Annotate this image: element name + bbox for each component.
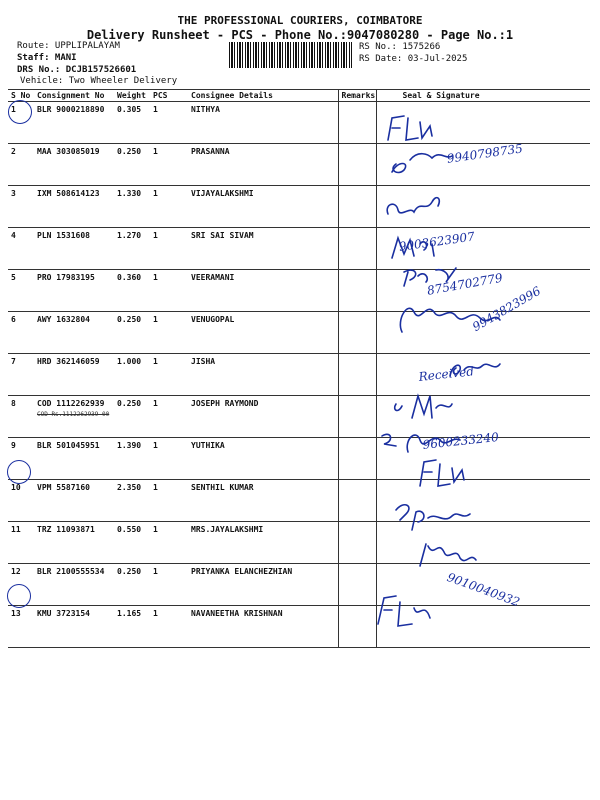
row-signature — [376, 606, 590, 648]
row-sno: 4 — [8, 228, 34, 270]
row-remarks — [338, 606, 376, 648]
row-sno: 8 — [8, 396, 34, 438]
row-pcs: 1 — [150, 312, 188, 354]
row-weight: 1.390 — [114, 438, 150, 480]
row-remarks — [338, 480, 376, 522]
row-consignment: KMU 3723154 — [34, 606, 114, 648]
row-consignee: VENUGOPAL — [188, 312, 338, 354]
row-consignment: VPM 5587160 — [34, 480, 114, 522]
row-sno: 7 — [8, 354, 34, 396]
row-weight: 0.250 — [114, 564, 150, 606]
table-row — [8, 522, 590, 564]
row-sno: 11 — [8, 522, 34, 564]
row-sno: 2 — [8, 144, 34, 186]
circle-mark-10 — [7, 460, 31, 484]
handwritten-text: 9003623907 — [398, 229, 476, 254]
row-weight: 0.550 — [114, 522, 150, 564]
row-weight: 1.000 — [114, 354, 150, 396]
col-remarks: Remarks — [338, 90, 376, 102]
staff-label: Staff: MANI — [17, 53, 77, 63]
row-remarks — [338, 270, 376, 312]
row-signature — [376, 354, 590, 396]
row-weight: 0.250 — [114, 396, 150, 438]
row-pcs: 1 — [150, 354, 188, 396]
row-consignee: NITHYA — [188, 102, 338, 144]
table-row — [8, 606, 590, 648]
handwritten-text: 9940798735 — [446, 141, 524, 166]
row-weight: 0.305 — [114, 102, 150, 144]
row-consignment: HRD 362146059 — [34, 354, 114, 396]
row-sno: 13 — [8, 606, 34, 648]
row-remarks — [338, 354, 376, 396]
row-consignee: YUTHIKA — [188, 438, 338, 480]
row-pcs: 1 — [150, 564, 188, 606]
row-consignment: BLR 9000218890 — [34, 102, 114, 144]
row-sno: 9 — [8, 438, 34, 480]
row-remarks — [338, 564, 376, 606]
row-pcs: 1 — [150, 186, 188, 228]
row-pcs: 1 — [150, 606, 188, 648]
row-pcs: 1 — [150, 228, 188, 270]
row-consignment: BLR 2100555534 — [34, 564, 114, 606]
table-row — [8, 354, 590, 396]
row-consignment: TRZ 11093871 — [34, 522, 114, 564]
row-weight: 0.360 — [114, 270, 150, 312]
drs-label: DRS No.: DCJB157526601 — [17, 65, 137, 75]
row-weight: 0.250 — [114, 144, 150, 186]
row-signature — [376, 522, 590, 564]
row-consignee: VIJAYALAKSHMI — [188, 186, 338, 228]
col-pcs: PCS — [150, 90, 188, 102]
row-consignment: PRO 17983195 — [34, 270, 114, 312]
row-remarks — [338, 102, 376, 144]
row-sno: 3 — [8, 186, 34, 228]
sheet-title: Delivery Runsheet - PCS - Phone No.:9047080280 - Page No.:1 — [86, 28, 514, 42]
row-signature — [376, 102, 590, 144]
table-row — [8, 186, 590, 228]
rs-number: RS No.: 1575266 — [359, 42, 441, 52]
table-header-row — [8, 90, 590, 102]
col-consignment: Consignment No — [34, 90, 114, 102]
handwritten-text: 9600233240 — [422, 430, 500, 452]
row-weight: 2.350 — [114, 480, 150, 522]
rs-date: RS Date: 03-Jul-2025 — [359, 54, 468, 64]
col-consignee: Consignee Details — [188, 90, 338, 102]
row-consignee: JISHA — [188, 354, 338, 396]
row-remarks — [338, 396, 376, 438]
row-remarks — [338, 144, 376, 186]
row-consignment: PLN 1531608 — [34, 228, 114, 270]
col-weight: Weight — [114, 90, 150, 102]
row-sno: 6 — [8, 312, 34, 354]
route-label: Route: UPPLIPALAYAM — [17, 41, 120, 51]
row-pcs: 1 — [150, 480, 188, 522]
row-remarks — [338, 228, 376, 270]
row-consignment: COD 1112262939 — [34, 396, 114, 438]
row-remarks — [338, 438, 376, 480]
row-consignee: VEERAMANI — [188, 270, 338, 312]
circle-mark-1 — [8, 100, 32, 124]
row-remarks — [338, 312, 376, 354]
row-consignee: JOSEPH RAYMOND — [188, 396, 338, 438]
row-consignee: PRASANNA — [188, 144, 338, 186]
handwritten-text: 8754702779 — [426, 270, 504, 298]
row-consignee: SENTHIL KUMAR — [188, 480, 338, 522]
vehicle-label: Vehicle: Two Wheeler Delivery — [20, 76, 178, 86]
row-pcs: 1 — [150, 396, 188, 438]
col-signature: Seal & Signature — [376, 90, 590, 102]
row-signature — [376, 480, 590, 522]
table-row — [8, 480, 590, 522]
row-consignee: NAVANEETHA KRISHNAN — [188, 606, 338, 648]
row-consignee: PRIYANKA ELANCHEZHIAN — [188, 564, 338, 606]
row-sno: 1 — [8, 102, 34, 144]
row-pcs: 1 — [150, 438, 188, 480]
row-pcs: 1 — [150, 270, 188, 312]
row-sno: 5 — [8, 270, 34, 312]
handwritten-text: Received — [418, 364, 475, 384]
barcode — [229, 42, 352, 68]
row-sno: 10 — [8, 480, 34, 522]
runsheet-table — [8, 89, 590, 648]
row-weight: 1.165 — [114, 606, 150, 648]
handwritten-text: 9943823996 — [470, 283, 544, 335]
col-sno: S No — [8, 90, 34, 102]
row-weight: 0.250 — [114, 312, 150, 354]
row-consignment: BLR 501045951 — [34, 438, 114, 480]
circle-mark-13 — [7, 584, 31, 608]
row-consignment: AWY 1632804 — [34, 312, 114, 354]
row-signature — [376, 186, 590, 228]
row-consignment: IXM 508614123 — [34, 186, 114, 228]
company-name: THE PROFESSIONAL COURIERS, COIMBATORE — [177, 14, 423, 27]
row-pcs: 1 — [150, 144, 188, 186]
row-remarks — [338, 522, 376, 564]
table-row — [8, 102, 590, 144]
cod-note: COD Rs.1112262939-00 — [37, 411, 110, 418]
row-pcs: 1 — [150, 102, 188, 144]
row-consignee: MRS.JAYALAKSHMI — [188, 522, 338, 564]
row-sno: 12 — [8, 564, 34, 606]
row-consignment: MAA 303085019 — [34, 144, 114, 186]
handwritten-text: 9010040932 — [445, 570, 522, 610]
row-consignee: SRI SAI SIVAM — [188, 228, 338, 270]
row-weight: 1.330 — [114, 186, 150, 228]
row-weight: 1.270 — [114, 228, 150, 270]
row-pcs: 1 — [150, 522, 188, 564]
table-row — [8, 438, 590, 480]
table-row — [8, 228, 590, 270]
row-remarks — [338, 186, 376, 228]
